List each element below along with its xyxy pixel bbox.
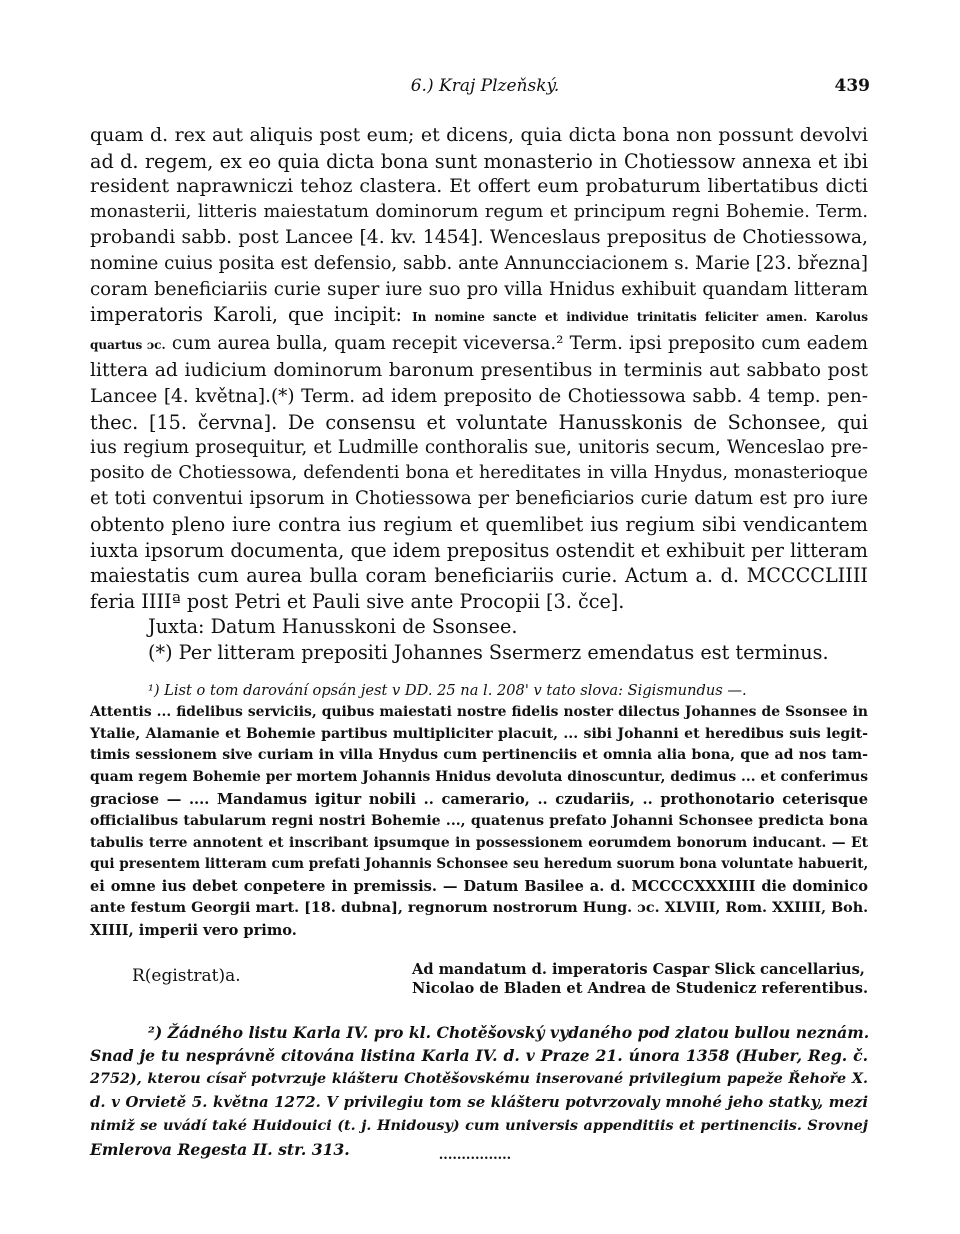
text-line: et toti conventui ipsorum in Chotiessowa per beneficiarios curie datum est pro iure [90, 488, 868, 510]
footnote-line: Snad je tu nesprávně citována listina Karla IV. d. v Praze 21. února 1358 (Huber, Reg. č. [90, 1046, 868, 1066]
footnote-line: nimiž se uvádí také Huidouici (t. j. Hnidousy) cum universis appenditiis et pertinenciis. Srovnej [90, 1117, 868, 1134]
registrat-block [132, 960, 872, 1006]
text-line: coram beneficiariis curie super iure suo pro villa Hnidus exhibuit quandam litteram [90, 278, 868, 300]
footnote-line: quam regem Bohemie per mortem Johannis Hnidus devoluta dinoscuntur, dedimus ... et conferimus [90, 769, 868, 786]
running-title: 6.) Kraj Plzeňský. [410, 76, 560, 96]
text-line: maiestatis cum aurea bulla coram beneficiariis curie. Actum a. d. MCCCCLIIII [90, 564, 868, 588]
text-line: feria IIIIª post Petri et Pauli sive ante Procopii [3. čce]. [90, 589, 625, 613]
registrat-line: Ad mandatum d. imperatoris Caspar Slick cancellarius, [412, 961, 865, 978]
registrat-line: Nicolao de Bladen et Andrea de Studenicz referentibus. [412, 980, 869, 997]
text-line: Lancee [4. května].(*) Term. ad idem preposito de Chotiessowa sabb. 4 temp. pen- [90, 385, 868, 407]
footnote-line: Attentis ... fidelibus serviciis, quibus maiestati nostre fidelis noster dilectus Johannes de Ssonsee in [90, 703, 868, 720]
text-line: posito de Chotiessowa, defendenti bona et hereditates in villa Hnydus, monasterioque [90, 462, 868, 483]
main-text [90, 123, 868, 665]
incipit-quote-end: quartus ɔc. [90, 337, 166, 352]
text-line [90, 331, 868, 359]
footnote-line: tabulis terre annotent et inscribant ipsumque in possessionem eorumdem bonorum inducant. — Et [90, 834, 868, 851]
incipit-quote: In nomine sancte et individue trinitatis feliciter amen. Karolus [412, 310, 868, 325]
footnote-line: ei omne ius debet conpetere in premissis. — Datum Basilee a. d. MCCCCXXXIIII die dominico [90, 878, 868, 896]
incipit-continuation: cum aurea bulla, quam recepit viceversa.² Term. ipsi preposito cum eadem [171, 332, 868, 354]
incipit-lead: imperatoris Karoli, que incipit: [90, 303, 402, 327]
footnote-line: timis sessionem sive curiam in villa Hnydus cum pertinenciis et omnia alia bona, que ad nos tam- [90, 747, 868, 764]
footnote-line: Emlerova Regesta II. str. 313. [90, 1140, 350, 1160]
footnote-line: officialibus tabularum regni nostri Bohemie ..., quatenus prefato Johanni Schonsee predicta bona [90, 812, 868, 829]
text-line: monasterii, litteris maiestatum dominorum regum et principum regni Bohemie. Term. [90, 201, 868, 222]
text-line: iuxta ipsorum documenta, que idem prepositus ostendit et exhibuit per litteram [90, 538, 868, 562]
page-header [90, 76, 880, 100]
text-line: ius regium prosequitur, et Ludmille conthoralis sue, unitoris secum, Wenceslao pre- [90, 437, 868, 459]
footnote-line: XIIII, imperii vero primo. [90, 921, 297, 939]
text-line [90, 302, 868, 331]
footnote-line: qui presentem litteram cum prefati Johannis Schonsee seu heredum suorum bona voluntate habuerit, [90, 856, 869, 873]
end-rule: ................ [438, 1148, 512, 1163]
text-line: obtento pleno iure contra ius regium et quemlibet ius regium sibi vendicantem [90, 512, 868, 536]
footnote-1 [90, 680, 868, 942]
text-line: littera ad iudicium dominorum baronum presentibus in terminis aut sabbato post [90, 360, 868, 382]
footnote-2 [90, 1021, 868, 1161]
footnote-line: Ytalie, Alamanie et Bohemie partibus multipliciter placuit, ... sibi Johanni et heredibus suis legit- [90, 725, 868, 742]
text-line: probandi sabb. post Lancee [4. kv. 1454]. Wenceslaus prepositus de Chotiessowa, [90, 227, 868, 249]
footnote-line: graciose — .... Mandamus igitur nobili .. camerario, .. czudariis, .. prothonotario ceterisque [90, 790, 868, 808]
footnote-line: 2752), kterou císař potvrzuje klášteru Chotěšovskému inserované privilegium papeže Řehoře X. [90, 1070, 868, 1087]
juxta-line: Juxta: Datum Hanusskoni de Ssonsee. [148, 615, 518, 639]
footnote-line: ²) Žádného listu Karla IV. pro kl. Chotěšovský vydaného pod zlatou bullou neznám. [148, 1023, 870, 1042]
text-line: ad d. regem, ex eo quia dicta bona sunt monasterio in Chotiessow annexa et ibi [90, 149, 868, 173]
footnote-line: d. v Orvietě 5. května 1272. V privilegiu tom se klášteru potvrzovaly mnohé jeho statky, mezi [90, 1093, 868, 1112]
page-number: 439 [834, 76, 870, 96]
text-line: thec. [15. června]. De consensu et voluntate Hanusskonis de Schonsee, qui [90, 410, 868, 434]
text-line: resident naprawniczi tehoz clastera. Et offert eum probaturum libertatibus dicti [90, 175, 868, 198]
text-line: quam d. rex aut aliquis post eum; et dicens, quia dicta bona non possunt devolvi [90, 124, 868, 146]
text-line: nomine cuius posita est defensio, sabb. ante Annuncciacionem s. Marie [23. března] [90, 252, 868, 274]
emendation-note: (*) Per litteram prepositi Johannes Ssermerz emendatus est terminus. [148, 640, 829, 664]
registrat-text [412, 960, 868, 998]
footnote-line: ante festum Georgii mart. [18. dubna], regnorum nostrorum Hung. ɔc. XLVIII, Rom. XXIIII, Boh. [90, 899, 869, 916]
footnote-line: ¹) List o tom darování opsán jest v DD. 25 na l. 208' v tato slova: Sigismundus —. [148, 682, 747, 699]
registrat-label: R(egistrat)a. [132, 966, 241, 986]
